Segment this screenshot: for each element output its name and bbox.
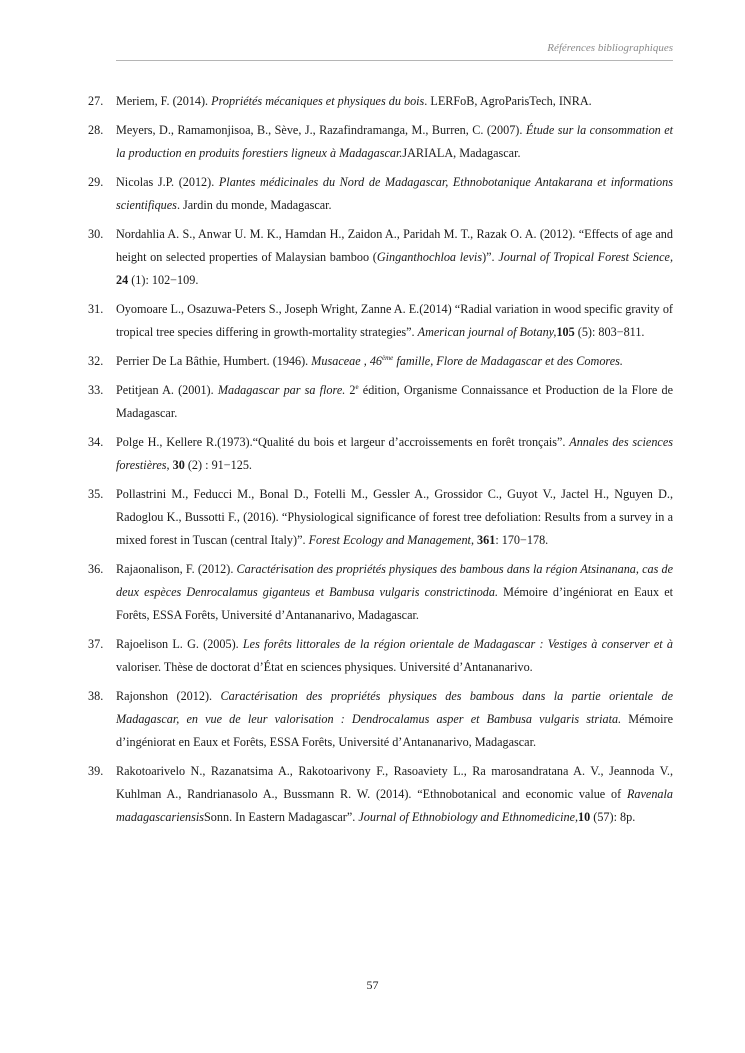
reference-number: 36.: [88, 562, 104, 576]
reference-item: 29. Nicolas J.P. (2012). Plantes médicinales du Nord de Madagascar, Ethnobotanique Antakarana et informations scientifiques. Jardin du monde, Madagascar.: [88, 171, 673, 217]
reference-item: 28. Meyers, D., Ramamonjisoa, B., Sève, J., Razafindramanga, M., Burren, C. (2007). Étude sur la consommation et la production en produits forestiers ligneux à Madagascar.JARIALA, Madagascar.: [88, 119, 673, 165]
reference-list: [88, 90, 673, 835]
reference-number: 37.: [88, 637, 104, 651]
reference-item: 34. Polge H., Kellere R.(1973).“Qualité du bois et largeur d’accroissements en forêt tronçais”. Annales des sciences forestières, 30 (2) : 91−125.: [88, 431, 673, 477]
reference-item: 33. Petitjean A. (2001). Madagascar par sa flore. 2e édition, Organisme Connaissance et Production de la Flore de Madagascar.: [88, 379, 673, 425]
reference-number: 32.: [88, 354, 104, 368]
page-number: 57: [366, 978, 379, 992]
reference-number: 35.: [88, 487, 104, 501]
reference-number: 31.: [88, 302, 104, 316]
reference-item: 38. Rajonshon (2012). Caractérisation des propriétés physiques des bambous dans la partie orientale de Madagascar, en vue de leur valorisation : Dendrocalamus asper et Bambusa vulgaris striata. Mémoire d’ingéniorat en Eaux et Forêts, ESSA Forêts, Université d’Antananarivo, Madagascar.: [88, 685, 673, 754]
reference-item: 36. Rajaonalison, F. (2012). Caractérisation des propriétés physiques des bambous dans la région Atsinanana, cas de deux espèces Denrocalamus giganteus et Bambusa vulgaris constrictinoda. Mémoire d’ingéniorat en Eaux et Forêts, ESSA Forêts, Université d’Antananarivo, Madagascar.: [88, 558, 673, 627]
reference-number: 27.: [88, 94, 104, 108]
reference-item: 35. Pollastrini M., Feducci M., Bonal D., Fotelli M., Gessler A., Grossidor C., Guyot V., Jactel H., Nguyen D., Radoglou K., Bussotti F., (2016). “Physiological significance of forest tree defoliation: Results from a survey in a mixed forest in Tuscan (central Italy)”. Forest Ecology and Management, 361: 170−178.: [88, 483, 673, 552]
reference-item: 39. Rakotoarivelo N., Razanatsima A., Rakotoarivony F., Rasoaviety L., Ra marosandratana A. V., Jeannoda V., Kuhlman A., Randrianasolo A., Bussmann R. W. (2014). “Ethnobotanical and economic value of Ravenala madagascariensisSonn. In Eastern Madagascar”. Journal of Ethnobiology and Ethnomedicine,10 (57): 8p.: [88, 760, 673, 829]
reference-number: 34.: [88, 435, 104, 449]
reference-item: 27. Meriem, F. (2014). Propriétés mécaniques et physiques du bois. LERFoB, AgroParisTech, INRA.: [88, 90, 673, 113]
reference-item: 30. Nordahlia A. S., Anwar U. M. K., Hamdan H., Zaidon A., Paridah M. T., Razak O. A. (2012). “Effects of age and height on selected properties of Malaysian bamboo (Ginganthochloa levis)”. Journal of Tropical Forest Science, 24 (1): 102−109.: [88, 223, 673, 292]
reference-number: 39.: [88, 764, 104, 778]
reference-item: 37. Rajoelison L. G. (2005). Les forêts littorales de la région orientale de Madagascar : Vestiges à conserver et à valoriser. Thèse de doctorat d’État en sciences physiques. Université d’Antananarivo.: [88, 633, 673, 679]
reference-number: 33.: [88, 383, 104, 397]
reference-number: 30.: [88, 227, 104, 241]
reference-number: 29.: [88, 175, 104, 189]
reference-number: 38.: [88, 689, 104, 703]
reference-item: 31. Oyomoare L., Osazuwa-Peters S., Joseph Wright, Zanne A. E.(2014) “Radial variation in wood specific gravity of tropical tree species differing in growth-mortality strategies”. American journal of Botany,105 (5): 803−811.: [88, 298, 673, 344]
reference-item: 32. Perrier De La Bâthie, Humbert. (1946). Musaceae , 46ème famille, Flore de Madagascar et des Comores.: [88, 350, 673, 373]
running-header: Références bibliographiques: [116, 42, 673, 61]
reference-number: 28.: [88, 123, 104, 137]
